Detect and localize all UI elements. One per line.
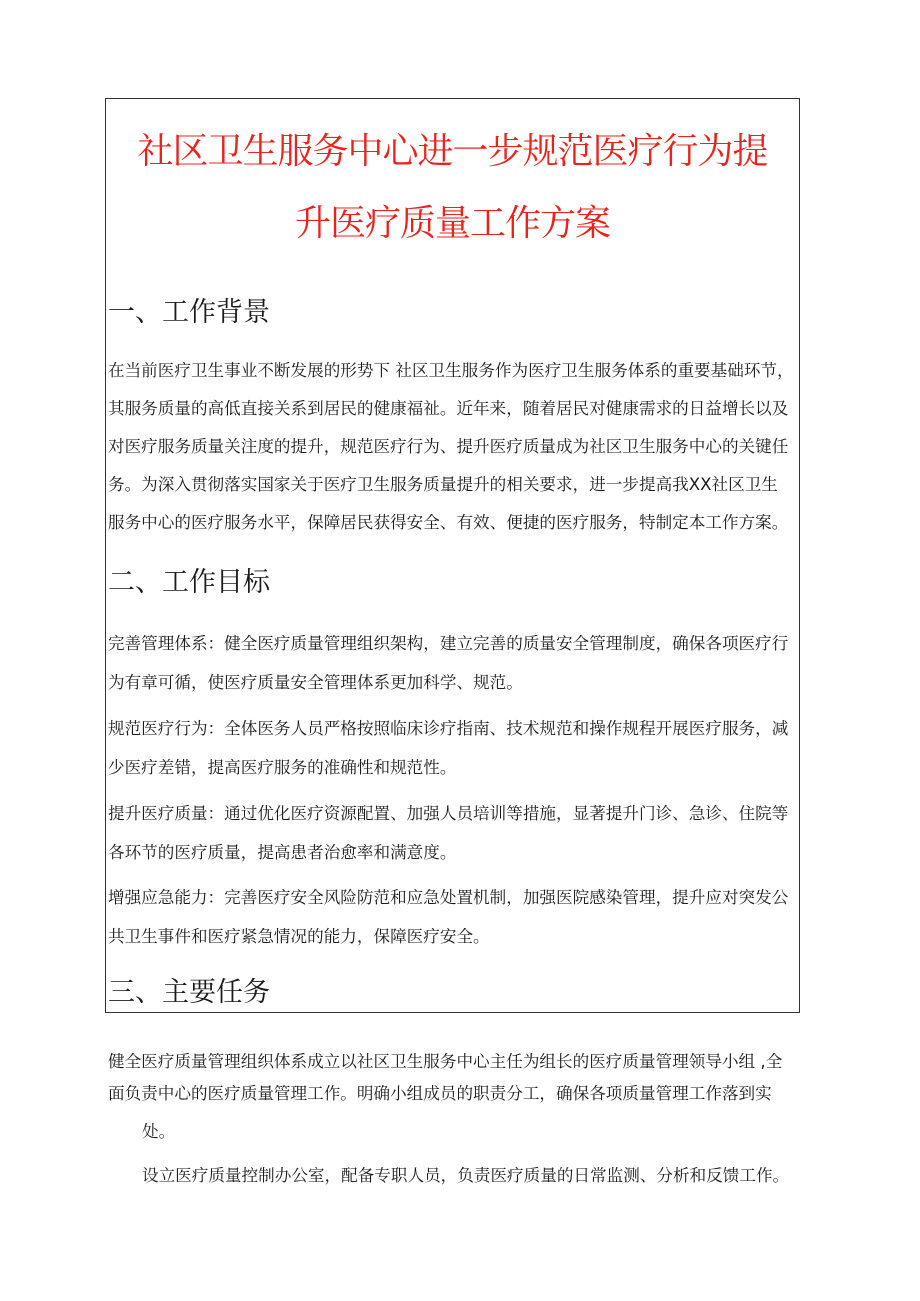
background-line: 其服务质量的高低直接关系到居民的健康福祉。近年来，随着居民对健康需求的日益增长以及 [108,399,789,418]
goal-item-management-line: 完善管理体系：健全医疗质量管理组织架构，建立完善的质量安全管理制度，确保各项医疗行 [108,634,789,653]
goal-item-quality-line: 各环节的医疗质量，提高患者治愈率和满意度。 [108,843,457,862]
goal-item-behavior-line: 少医疗差错，提高医疗服务的准确性和规范性。 [108,758,457,777]
document-title-line-1: 社区卫生服务中心进一步规范医疗行为提 [137,131,768,172]
section-heading-tasks: 三、主要任务 [108,977,270,1008]
tasks-line: 设立医疗质量控制办公室，配备专职人员，负责医疗质量的日常监测、分析和反馈工作。 [142,1166,790,1185]
background-line: 务。为深入贯彻落实国家关于医疗卫生服务质量提升的相关要求，进一步提高我XX社区卫生 [108,475,778,494]
section-heading-goals: 二、工作目标 [108,567,270,598]
background-line: 对医疗服务质量关注度的提升，规范医疗行为、提升医疗质量成为社区卫生服务中心的关键任 [108,437,789,456]
goal-item-management-line: 为有章可循，使医疗质量安全管理体系更加科学、规范。 [108,673,523,692]
goal-item-emergency-line: 增强应急能力：完善医疗安全风险防范和应急处置机制，加强医院感染管理，提升应对突发公 [108,888,789,907]
goal-item-behavior-line: 规范医疗行为：全体医务人员严格按照临床诊疗指南、技术规范和操作规程开展医疗服务，减 [108,719,789,738]
tasks-line: 健全医疗质量管理组织体系成立以社区卫生服务中心主任为组长的医疗质量管理领导小组 ,全 [108,1052,783,1071]
section-heading-background: 一、工作背景 [108,297,270,328]
goal-item-quality-line: 提升医疗质量：通过优化医疗资源配置、加强人员培训等措施，显著提升门诊、急诊、住院等 [108,804,789,823]
background-line: 服务中心的医疗服务水平，保障居民获得安全、有效、便捷的医疗服务，特制定本工作方案。 [108,513,789,532]
tasks-line: 处。 [142,1122,176,1141]
document-title-line-2: 升医疗质量工作方案 [294,203,610,244]
tasks-line: 面负责中心的医疗质量管理工作。明确小组成员的职责分工，确保各项质量管理工作落到实 [108,1084,772,1103]
background-line: 在当前医疗卫生事业不断发展的形势下 社区卫生服务作为医疗卫生服务体系的重要基础环节， [108,361,794,380]
goal-item-emergency-line: 共卫生事件和医疗紧急情况的能力，保障医疗安全。 [108,927,490,946]
